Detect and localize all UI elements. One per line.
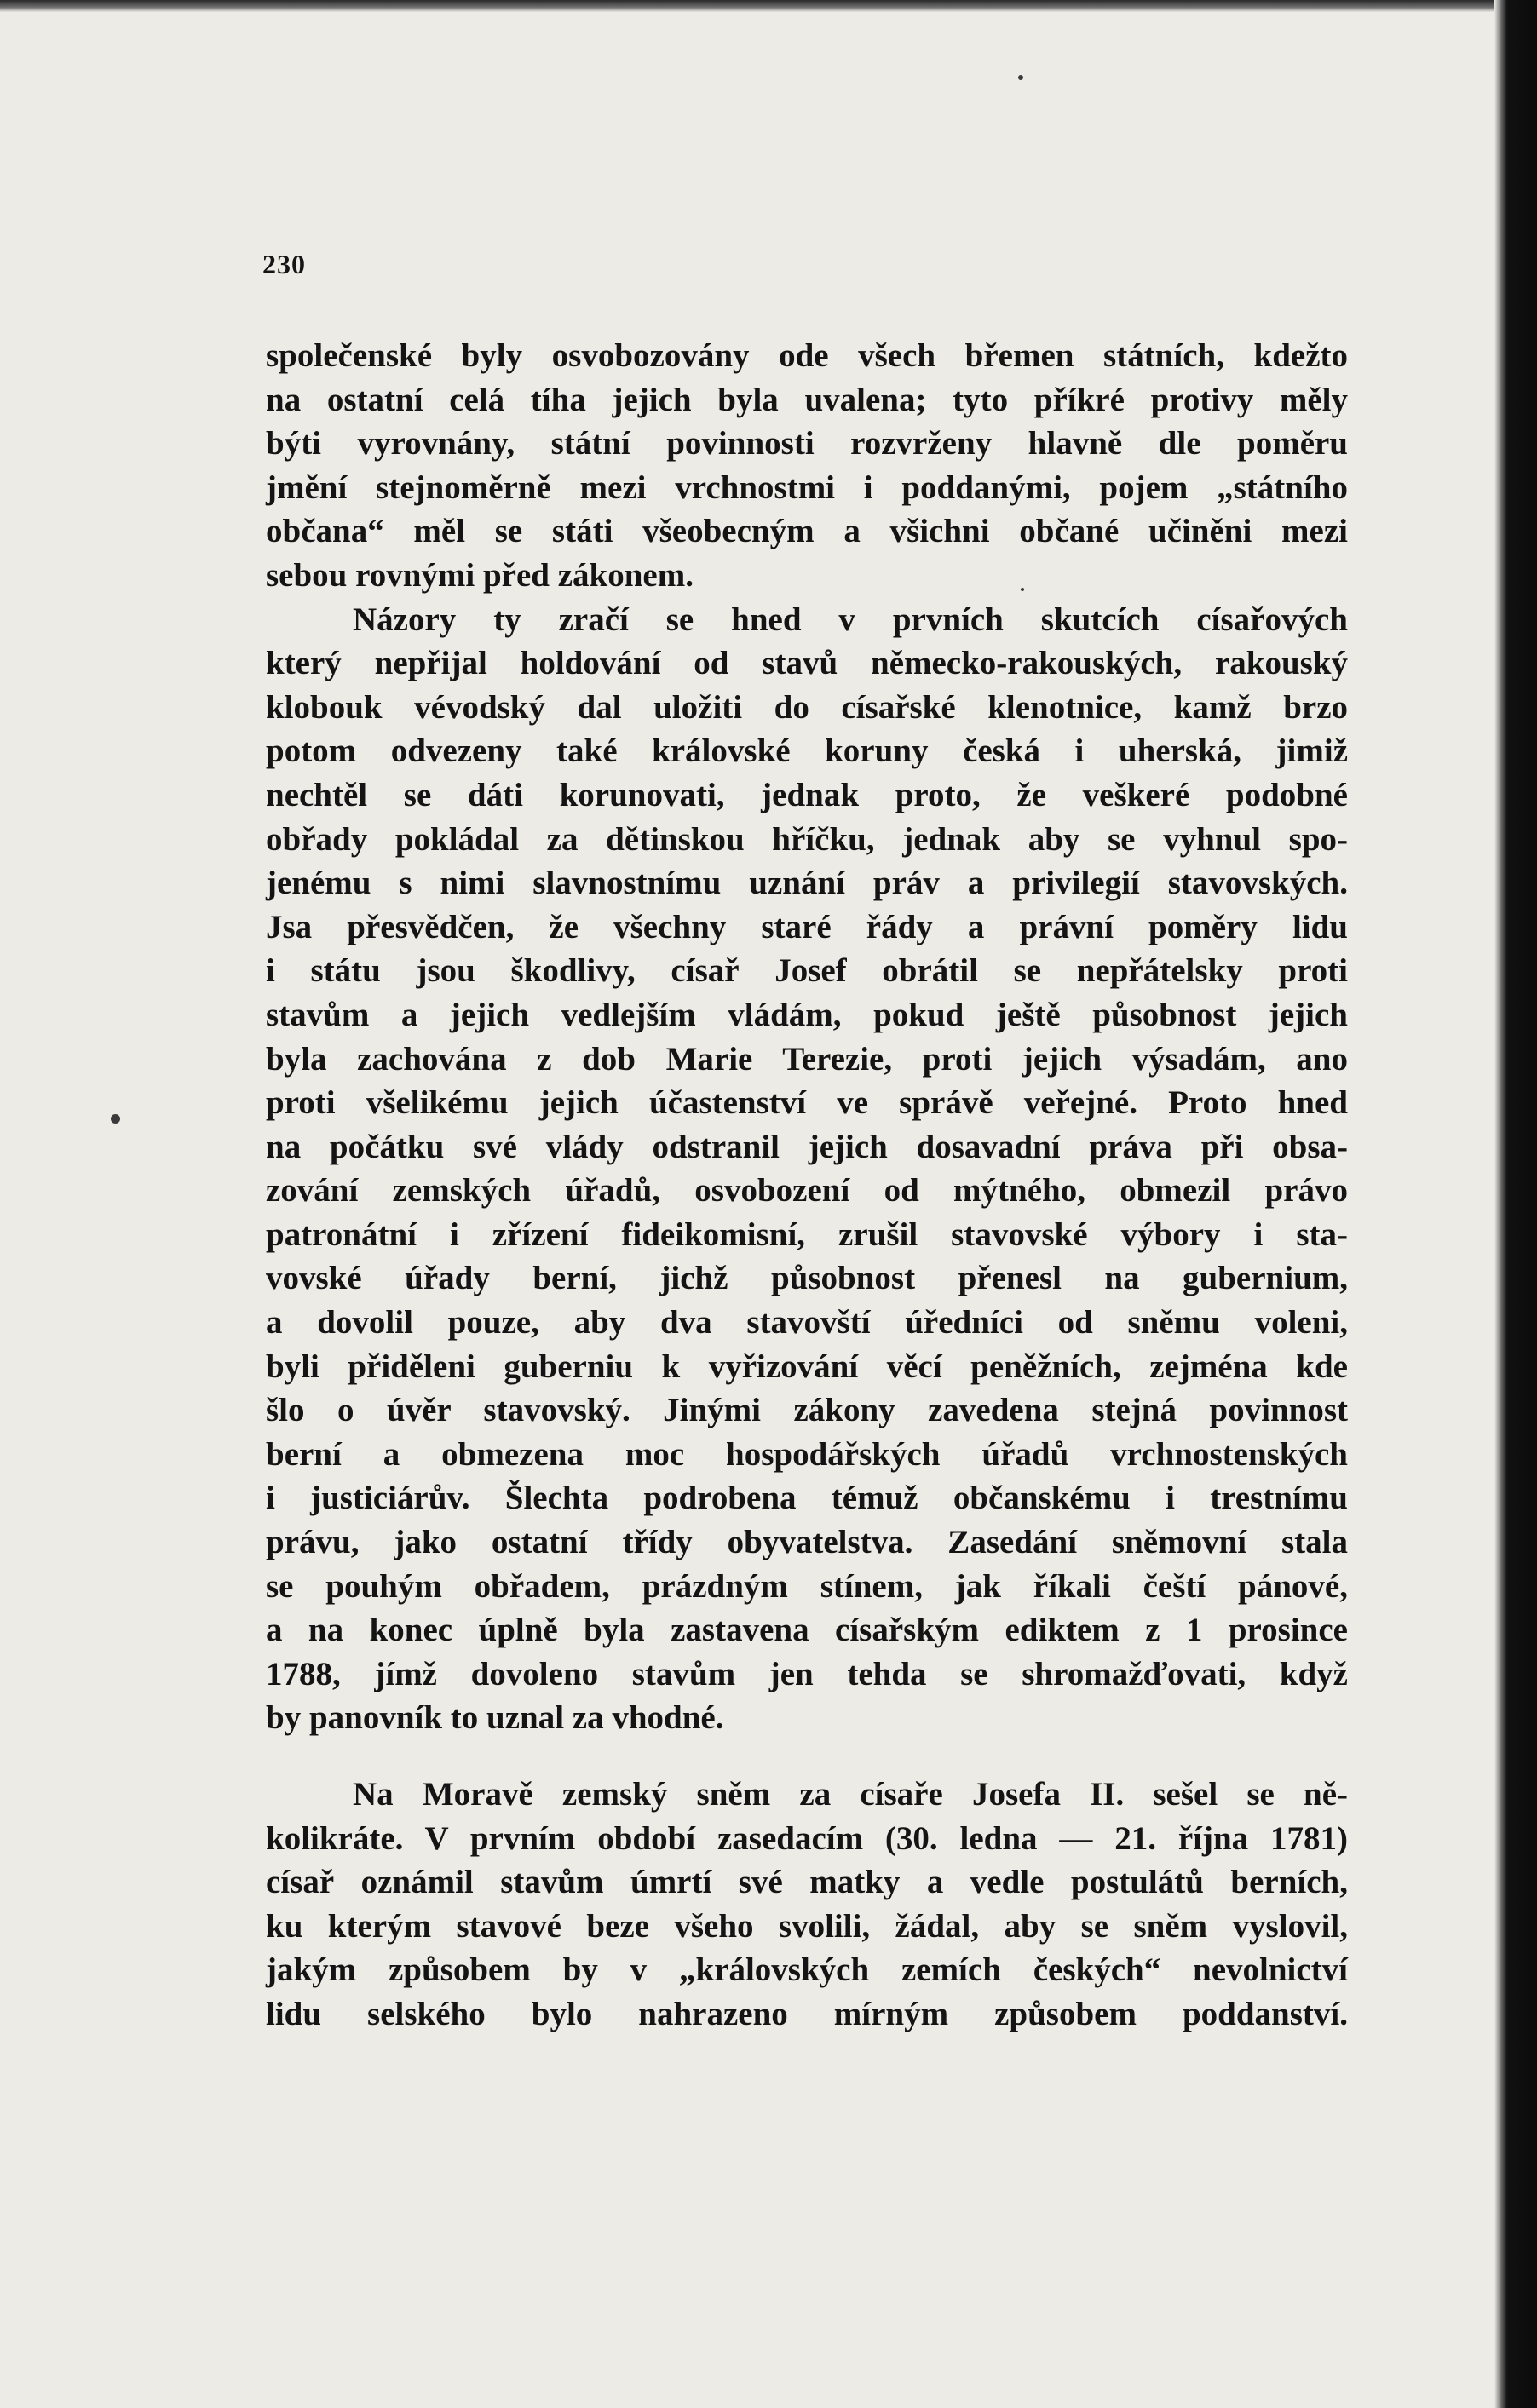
text-line: jenému s nimi slavnostnímu uznání práv a privilegií stavovských.	[266, 865, 1348, 902]
text-line: obřady pokládal za dětinskou hříčku, jednak aby se vyhnul spo-	[266, 820, 1348, 858]
paragraph-2	[266, 598, 1348, 1740]
ink-speck	[111, 1114, 120, 1124]
text-line: patronátní i zřízení fideikomisní, zrušil stavovské výbory i sta-	[266, 1215, 1348, 1253]
text-line: na počátku své vlády odstranil jejich dosavadní práva při obsa-	[266, 1128, 1348, 1165]
text-line: klobouk vévodský dal uložiti do císařské klenotnice, kamž brzo	[266, 688, 1348, 726]
page-number: 230	[262, 249, 306, 279]
text-line: vovské úřady berní, jichž působnost přenesl na gubernium,	[266, 1260, 1348, 1297]
text-line: Jsa přesvědčen, že všechny staré řády a právní poměry lidu	[266, 908, 1348, 945]
text-line: a na konec úplně byla zastavena císařským ediktem z 1 prosince	[266, 1612, 1348, 1649]
text-line: býti vyrovnány, státní povinnosti rozvrženy hlavně dle poměru	[266, 425, 1348, 463]
paragraph-3	[266, 1773, 1348, 2037]
ink-speck	[1021, 588, 1024, 591]
text-line: kolikráte. V prvním období zasedacím (30. ledna — 21. října 1781)	[266, 1819, 1348, 1857]
text-line: Na Moravě zemský sněm za císaře Josefa II. sešel se ně-	[353, 1776, 1348, 1813]
text-line: i státu jsou škodlivy, císař Josef obrátil se nepřátelsky proti	[266, 952, 1348, 990]
text-line: společenské byly osvobozovány ode všech břemen státních, kdežto	[266, 337, 1348, 374]
paragraph-gap	[266, 1740, 1348, 1773]
text-line: lidu selského bylo nahrazeno mírným způsobem poddanství.	[266, 1995, 1348, 2032]
text-line: ku kterým stavové beze všeho svolili, žádal, aby se sněm vyslovil,	[266, 1907, 1348, 1945]
paragraph-1	[266, 334, 1348, 598]
text-line: který nepřijal holdování od stavů německo-rakouských, rakouský	[266, 645, 1348, 682]
text-line: jmění stejnoměrně mezi vrchnostmi i poddanými, pojem „státního	[266, 468, 1348, 506]
text-line: šlo o úvěr stavovský. Jinými zákony zavedena stejná povinnost	[266, 1392, 1348, 1429]
text-line: nechtěl se dáti korunovati, jednak proto, že veškeré podobné	[266, 776, 1348, 813]
text-line: sebou rovnými před zákonem.	[266, 556, 694, 594]
page-top-edge	[0, 0, 1537, 12]
text-line: právu, jako ostatní třídy obyvatelstva. Zasedání sněmovní stala	[266, 1524, 1348, 1561]
text-line: by panovník to uznal za vhodné.	[266, 1699, 724, 1737]
text-line: se pouhým obřadem, prázdným stínem, jak říkali čeští pánové,	[266, 1567, 1348, 1605]
text-line: Názory ty zračí se hned v prvních skutcích císařových	[353, 601, 1348, 638]
text-line: stavům a jejich vedlejším vládám, pokud ještě působnost jejich	[266, 996, 1348, 1033]
text-line: a dovolil pouze, aby dva stavovští úředníci od sněmu voleni,	[266, 1304, 1348, 1342]
text-line: 1788, jímž dovoleno stavům jen tehda se shromažďovati, když	[266, 1655, 1348, 1692]
text-line: byli přiděleni guberniu k vyřizování věcí peněžních, zejména kde	[266, 1348, 1348, 1385]
text-line: berní a obmezena moc hospodářských úřadů vrchnostenských	[266, 1435, 1348, 1473]
body-text	[266, 334, 1348, 2037]
text-line: občana“ měl se státi všeobecným a všichni občané učiněni mezi	[266, 513, 1348, 550]
text-line: jakým způsobem by v „královských zemích českých“ nevolnictví	[266, 1951, 1348, 1989]
text-line: potom odvezeny také královské koruny česká i uherská, jimiž	[266, 733, 1348, 770]
book-binding-edge	[1494, 0, 1537, 2408]
text-line: císař oznámil stavům úmrtí své matky a vedle postulátů berních,	[266, 1864, 1348, 1901]
text-line: na ostatní celá tíha jejich byla uvalena; tyto příkré protivy měly	[266, 381, 1348, 418]
ink-speck	[1018, 75, 1023, 80]
text-line: i justiciárův. Šlechta podrobena témuž občanskému i trestnímu	[266, 1480, 1348, 1517]
text-line: zování zemských úřadů, osvobození od mýtného, obmezil právo	[266, 1172, 1348, 1210]
text-line: byla zachována z dob Marie Terezie, proti jejich výsadám, ano	[266, 1040, 1348, 1078]
text-line: proti všelikému jejich účastenství ve správě veřejné. Proto hned	[266, 1084, 1348, 1122]
